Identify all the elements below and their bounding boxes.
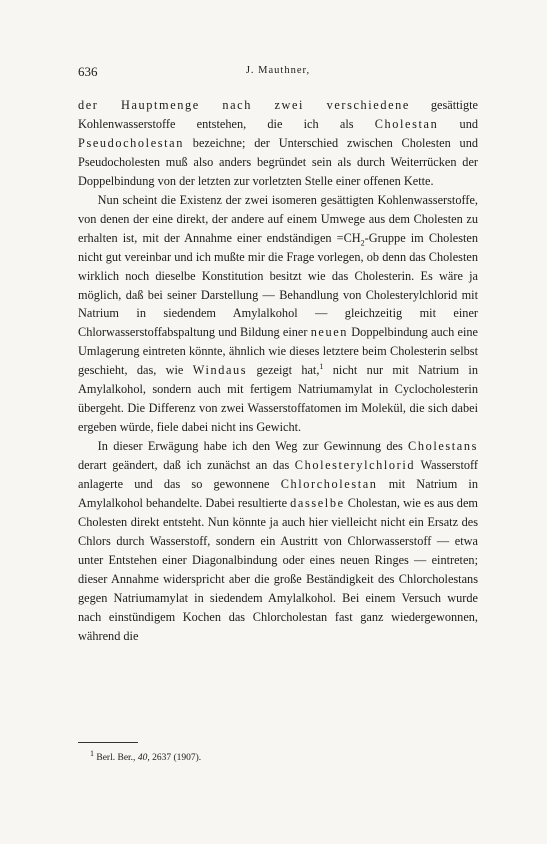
text-run: gezeigt hat,: [247, 363, 320, 378]
volume-number: 40: [137, 753, 148, 763]
emphasis-text: Cholesterylchlorid: [294, 458, 416, 473]
emphasis-text: dasselbe: [290, 496, 345, 511]
emphasis-text: Chlorcholestan: [280, 477, 378, 492]
emphasis-text: neuen: [310, 325, 349, 340]
text-run: , 2637 (1907).: [147, 753, 202, 763]
author-name: Windaus: [192, 363, 248, 378]
emphasis-text: Pseudocholestan: [78, 135, 184, 150]
text-run: derart geändert, daß ich zunächst an das: [78, 458, 295, 473]
running-head: J. Mauthner,: [245, 65, 311, 76]
emphasis-text: Cholestan: [374, 116, 439, 131]
emphasis-text: Cholestans: [408, 439, 478, 454]
text-run: bezeichne; der Unterschied zwischen Cholesten und Pseudocholesten muß also anders begründet sein als durch Weiterrücken der Doppelbindung von der letzten zur vorletzten Stelle einer offenen Kette.: [78, 135, 478, 188]
footnote: [90, 748, 390, 764]
text-run: Nun scheint die Existenz der zwei isomeren gesättigten Kohlenwasserstoffe, von denen der eine direkt, der andere auf einem Umwege aus dem Cholesten zu erhalten ist, mit der Annahme einer endständigen =CH: [78, 192, 478, 245]
paragraph-1: [78, 96, 478, 191]
text-run: Cholestan, wie es aus dem Cholesten direkt entsteht. Nun könnte ja auch hier vielleicht nicht ein Ersatz des Chlors durch Wasserstoff, sondern ein Austritt von Chlorwasserstoff — etwa unter Entstehen einer Diagonalbindung oder eines neuen Ringes — eintreten; dieser Annahme widerspricht aber die große Beständigkeit des Chlorcholestans gegen Natriumamylat in siedendem Amylalkohol. Bei einem Versuch wurde nach einstündigem Kochen das Chlorcholestan fast ganz wiedergewonnen, während die: [78, 496, 478, 643]
text-run: Wasserstoff anlagerte und das so gewonnene: [78, 458, 478, 492]
body-text: [78, 96, 478, 646]
page-number: 636: [78, 64, 98, 79]
footnote-mark: 1: [90, 748, 94, 758]
text-run: mit Natrium in Amylalkohol behandelte. Dabei resultierte: [78, 477, 478, 511]
paragraph-3: [78, 437, 478, 645]
emphasis-text: der Hauptmenge nach zwei verschiedene: [78, 98, 410, 112]
page-header: [78, 64, 478, 82]
text-run: -Gruppe im Cholesten nicht gut vereinbar und ich mußte mir die Frage vorlegen, ob denn das Cholesten wirklich noch dieselbe Konstitution besitzt wie das Cholesterin. Es wäre ja möglich, daß bei seiner Darstellung — Behandlung von Cholesterylchlorid mit Natrium in siedendem Amylalkohol — gleichzeitig mit einer Chlorwasserstoffabspaltung und Bildung einer: [78, 230, 478, 340]
paragraph-2: [78, 191, 478, 437]
text-run: gesättigte Kohlenwasserstoffe entstehen, die ich als: [78, 98, 478, 131]
footnote-reference: 1: [319, 362, 324, 372]
text-run: Berl. Ber.,: [94, 753, 138, 763]
footnote-divider: [78, 742, 138, 743]
text-run: nicht nur mit Natrium in Amylalkohol, sondern auch mit fertigem Natriumamylat in Cyclocholesterin übergeht. Die Differenz von zwei Wasserstoffatomen im Molekül, die sich dabei ergeben würde, fiele dabei nicht ins Gewicht.: [78, 363, 478, 435]
text-run: Doppelbindung auch eine Umlagerung eintreten könnte, ähnlich wie dieses letztere beim Cholesterin selbst geschieht, das, wie: [78, 325, 478, 378]
subscript: 2: [360, 238, 365, 248]
text-run: und: [438, 116, 478, 131]
text-run: In dieser Erwägung habe ich den Weg zur Gewinnung des: [97, 439, 409, 454]
